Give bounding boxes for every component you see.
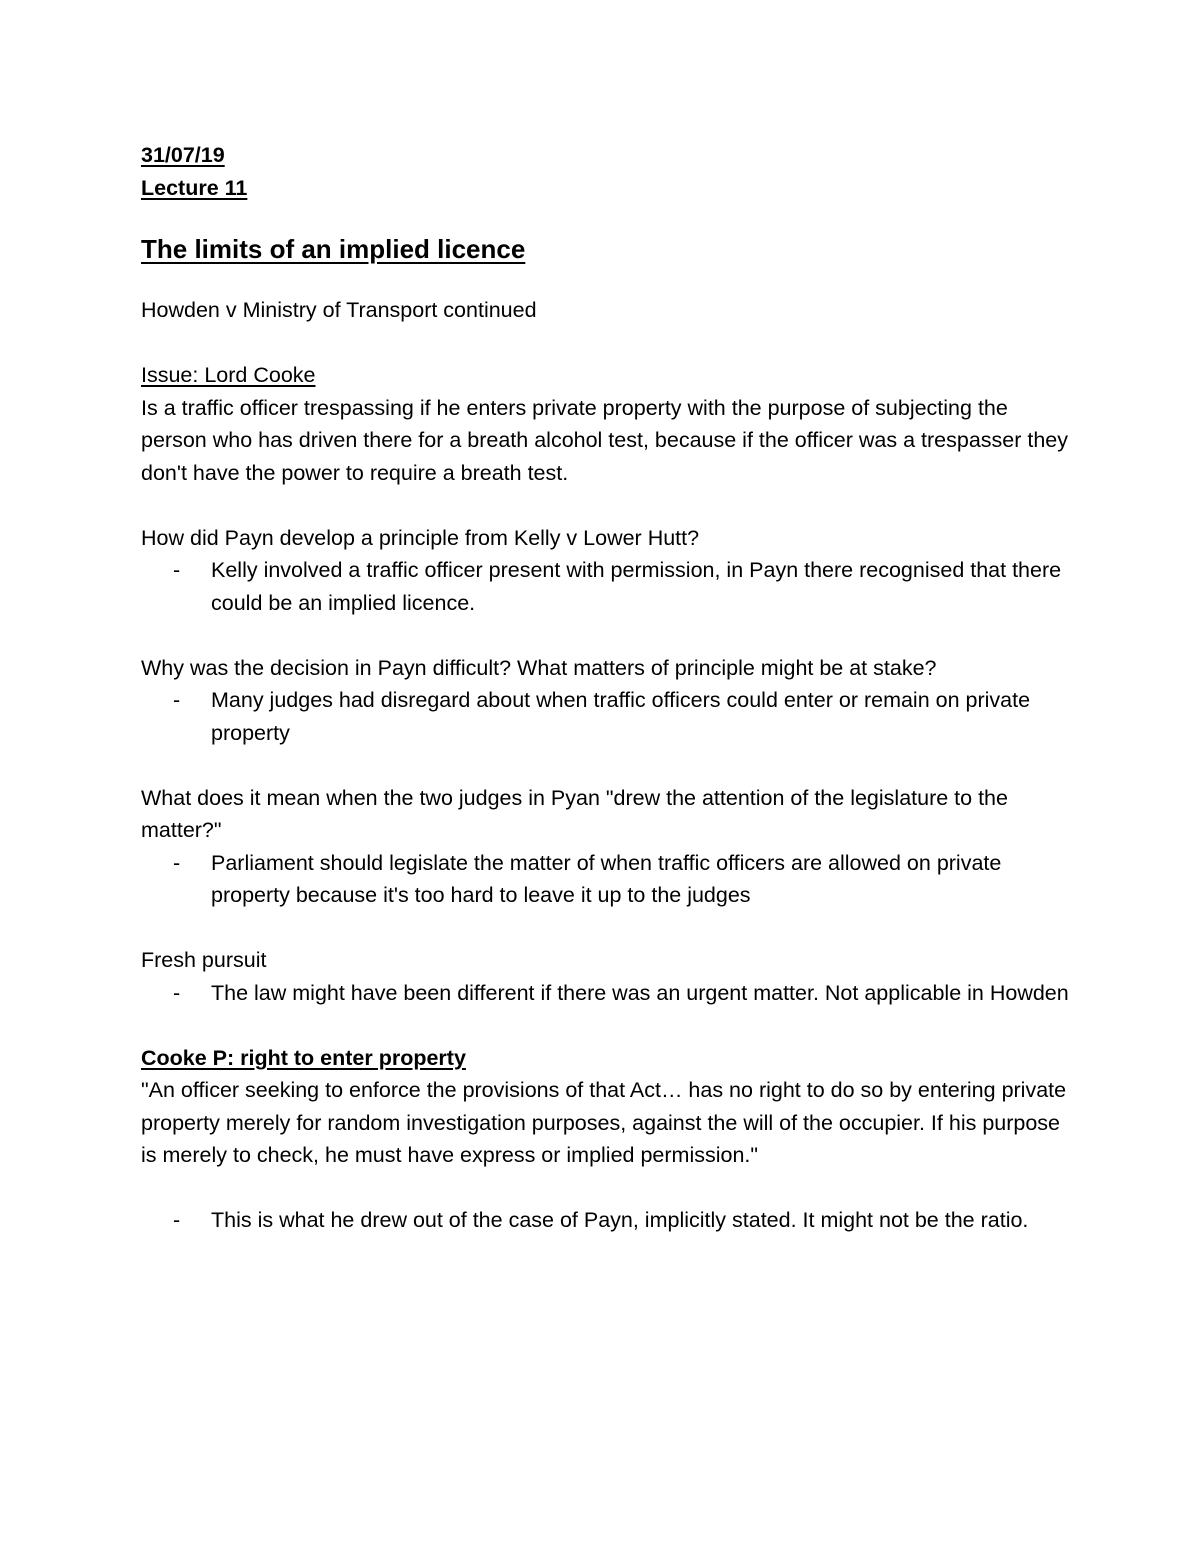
bullet-text: Many judges had disregard about when traffic officers could enter or remain on private property xyxy=(211,688,1031,745)
cooke-heading: Cooke P: right to enter property xyxy=(141,1045,466,1070)
bullet-text: Kelly involved a traffic officer present with permission, in Payn there recognised that there could be an implied licence. xyxy=(211,558,1062,615)
bullet-dash: - xyxy=(173,1208,181,1232)
question-legislature: What does it mean when the two judges in Pyan "drew the attention of the legislature to the matter?" xyxy=(141,785,1008,842)
list-item xyxy=(141,554,1071,619)
lecture-number: Lecture 11 xyxy=(141,175,248,200)
list-item xyxy=(141,847,1071,912)
question-payn-difficult: Why was the decision in Payn difficult? What matters of principle might be at stake? xyxy=(141,655,937,680)
bullet-dash: - xyxy=(173,688,181,712)
list-item xyxy=(141,684,1071,749)
page-title: The limits of an implied licence xyxy=(141,234,526,264)
list-item xyxy=(141,1204,1071,1237)
bullet-list xyxy=(141,977,1071,1010)
bullet-list xyxy=(141,1204,1071,1237)
list-item xyxy=(141,977,1071,1010)
cooke-quote: "An officer seeking to enforce the provisions of that Act… has no right to do so by entering private property merely for random investigation purposes, against the will of the occupier. If his purpose is merely to check, he must have express or implied permission." xyxy=(141,1078,1067,1167)
issue-text: Is a traffic officer trespassing if he enters private property with the purpose of subjecting the person who has driven there for a breath alcohol test, because if the officer was a trespasser they don't have the power to require a breath test. xyxy=(141,395,1069,485)
question-payn-principle: How did Payn develop a principle from Kelly v Lower Hutt? xyxy=(141,525,700,550)
bullet-list xyxy=(141,847,1071,912)
document-page xyxy=(141,139,1071,1237)
bullet-text: The law might have been different if there was an urgent matter. Not applicable in Howden xyxy=(211,980,1069,1005)
bullet-list xyxy=(141,684,1071,749)
bullet-text: Parliament should legislate the matter of when traffic officers are allowed on private property because it's too hard to leave it up to the judges xyxy=(211,850,1002,907)
bullet-text: This is what he drew out of the case of Payn, implicitly stated. It might not be the ratio. xyxy=(211,1208,1029,1232)
fresh-pursuit-heading: Fresh pursuit xyxy=(141,948,267,972)
bullet-list xyxy=(141,554,1071,619)
bullet-dash: - xyxy=(173,980,181,1005)
intro-line: Howden v Ministry of Transport continued xyxy=(141,298,537,322)
lecture-date: 31/07/19 xyxy=(141,143,225,167)
bullet-dash: - xyxy=(173,558,181,582)
bullet-dash: - xyxy=(173,850,181,875)
issue-heading: Issue: Lord Cooke xyxy=(141,363,316,387)
